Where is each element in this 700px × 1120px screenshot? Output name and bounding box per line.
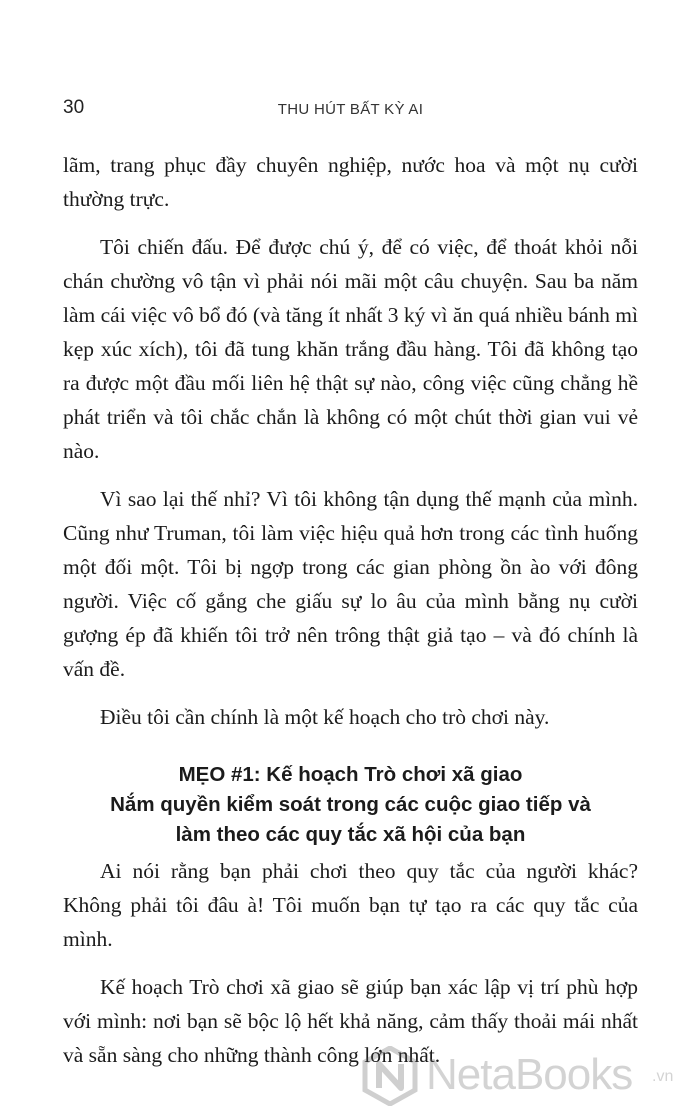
paragraph: Ai nói rằng bạn phải chơi theo quy tắc của người khác? Không phải tôi đâu à! Tôi muốn bạn tự tạo ra các quy tắc của mình. bbox=[63, 859, 638, 951]
hexagon-n-logo-icon bbox=[362, 1046, 418, 1106]
paragraph: Vì sao lại thế nhỉ? Vì tôi không tận dụng thế mạnh của mình. Cũng như Truman, tôi làm việc hiệu quả hơn trong các tình huống một đối một. Tôi bị ngợp trong các gian phòng ồn ào với đông người. Việc cố gắng che giấu sự lo âu của mình bằng nụ cười gượng ép đã khiến tôi trở nên trông thật giả tạo – và đó chính là vấn đề. bbox=[63, 487, 638, 681]
section-heading bbox=[63, 760, 638, 850]
page-number: 30 bbox=[63, 97, 85, 118]
watermark-brand: NetaBooks bbox=[426, 1050, 633, 1099]
section-heading-subtitle-line-1: Nắm quyền kiểm soát trong các cuộc giao tiếp và bbox=[110, 793, 591, 816]
running-title: THU HÚT BẤT KỲ AI bbox=[277, 101, 424, 118]
page-header bbox=[63, 97, 638, 127]
page-body bbox=[63, 148, 638, 1072]
paragraph: lãm, trang phục đầy chuyên nghiệp, nước hoa và một nụ cười thường trực. bbox=[63, 153, 638, 211]
paragraph: Tôi chiến đấu. Để được chú ý, để có việc, để thoát khỏi nỗi chán chường vô tận vì phải nói mãi một câu chuyện. Sau ba năm làm cái việc vô bổ đó (và tăng ít nhất 3 ký vì ăn quá nhiều bánh mì kẹp xúc xích), tôi đã tung khăn trắng đầu hàng. Tôi đã không tạo ra được một đầu mối liên hệ thật sự nào, công việc cũng chẳng hề phát triển và tôi chắc chắn là không có một chút thời gian vui vẻ nào. bbox=[63, 235, 638, 463]
section-heading-subtitle-line-2: làm theo các quy tắc xã hội của bạn bbox=[175, 823, 526, 846]
watermark bbox=[362, 1046, 692, 1106]
section-heading-title: MẸO #1: Kế hoạch Trò chơi xã giao bbox=[178, 763, 523, 786]
paragraph: Điều tôi cần chính là một kế hoạch cho trò chơi này. bbox=[100, 705, 550, 729]
watermark-suffix: .vn bbox=[652, 1068, 674, 1085]
paragraph: Kế hoạch Trò chơi xã giao sẽ giúp bạn xác lập vị trí phù hợp với mình: nơi bạn sẽ bộc lộ hết khả năng, cảm thấy thoải mái nhất và sẵn sàng cho những thành công lớn nhất. bbox=[63, 975, 638, 1067]
